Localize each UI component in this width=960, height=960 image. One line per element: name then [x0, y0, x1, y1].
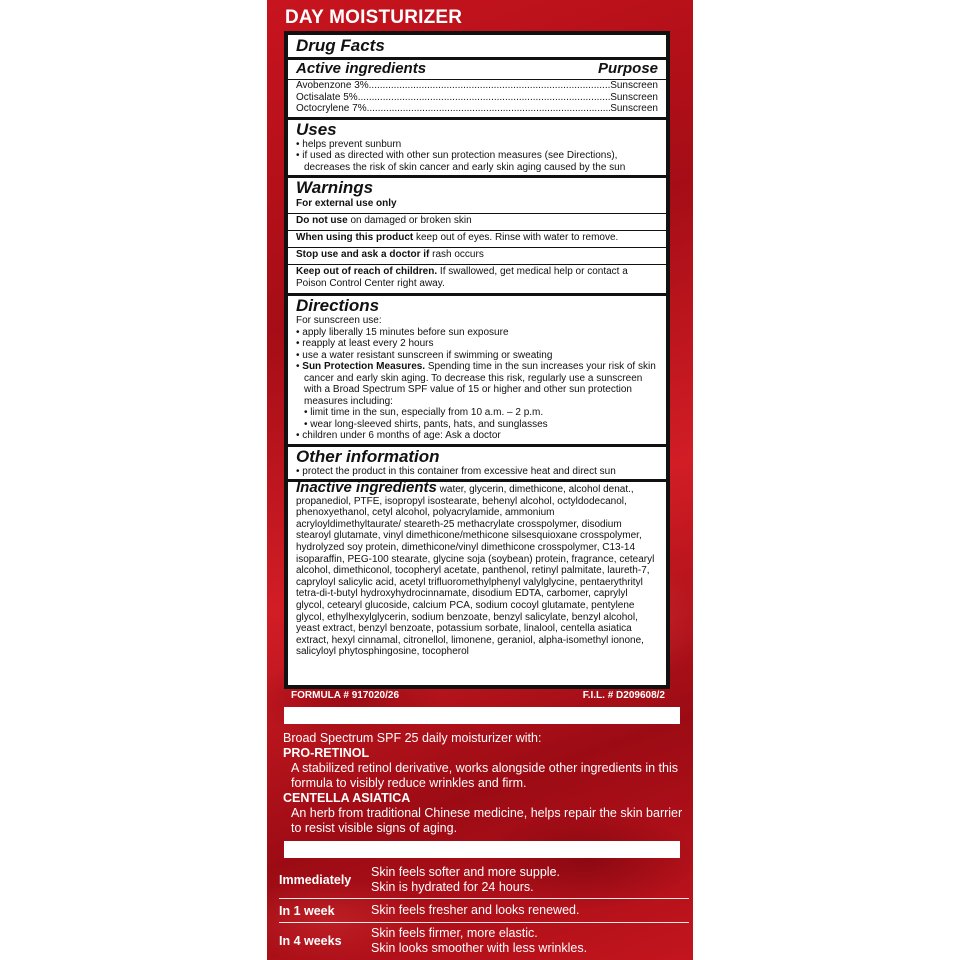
white-bar [284, 841, 680, 858]
directions-intro: For sunscreen use: [296, 315, 382, 326]
active-purpose: Sunscreen [610, 91, 658, 103]
ingredient-name: CENTELLA ASIATICA [283, 791, 411, 805]
ingredient-name: PRO-RETINOL [283, 746, 370, 760]
warning-external [296, 197, 658, 211]
active-ingredients-heading: Active ingredients [296, 60, 427, 77]
product-title: DAY MOISTURIZER [285, 7, 463, 28]
directions-item: • children under 6 months of age: Ask a doctor [296, 430, 501, 441]
white-bar [284, 707, 680, 724]
results-line: Skin feels fresher and looks renewed. [371, 903, 580, 917]
drug-facts-heading: Drug Facts [296, 36, 385, 55]
results-text [371, 903, 689, 918]
warning-stop-use [296, 248, 658, 262]
inactive-ingredients-heading: Inactive ingredients [296, 479, 437, 496]
product-panel [267, 0, 693, 960]
warning-bold: When using this product [296, 232, 414, 243]
results-row [279, 923, 689, 959]
spm-bold: Sun Protection Measures. [302, 361, 426, 372]
active-ingredient-row [296, 92, 658, 104]
other-information-heading: Other information [296, 446, 440, 466]
warning-bold: Stop use and ask a doctor if [296, 249, 430, 260]
formula-line [291, 690, 665, 701]
warning-when-using [296, 231, 658, 245]
results-label: In 1 week [279, 903, 335, 918]
results-line: Skin feels softer and more supple. [371, 865, 560, 879]
uses-item: • helps prevent sunburn [296, 138, 402, 150]
results-line: Skin feels firmer, more elastic. [371, 926, 538, 940]
warning-text: rash occurs [429, 249, 484, 260]
results-table [279, 862, 689, 959]
sun-protection-measures: • Sun Protection Measures. Spending time in the sun increases your risk of skin cancer and early skin aging. To decrease this risk, regularly use a sunscreen with a Broad Spectrum SPF value of 15 or higher and other sun protection measures including: [296, 361, 656, 407]
ingredient-text: An herb from traditional Chinese medicine, helps repair the skin barrier to resist visible signs of aging. [291, 806, 683, 835]
spm-text: Spending time in the sun increases your risk of skin cancer and early skin aging. To decrease this risk, regularly use a sunscreen with a Broad Spectrum SPF value of 15 or higher and other sun protection measures including: [304, 361, 656, 407]
active-name: Avobenzone 3% [296, 80, 369, 91]
active-ingredients-header [296, 60, 658, 77]
directions-item: • apply liberally 15 minutes before sun exposure [296, 326, 509, 338]
active-purpose: Sunscreen [610, 103, 658, 114]
results-label: Immediately [279, 873, 352, 887]
warning-do-not-use [296, 214, 658, 228]
warning-external-text: For external use only [296, 198, 397, 209]
results-line: Skin is hydrated for 24 hours. [371, 880, 534, 894]
directions-item: • reapply at least every 2 hours [296, 338, 434, 349]
inactive-ingredients-text: water, glycerin, dimethicone, alcohol denat., propanediol, PTFE, isopropyl isostearate, behenyl alcohol, octyldodecanol, phenoxyethanol, cetyl alcohol, polyacrylamide, ammonium acryloyldimethyltaurate/ steareth-25 methacrylate crosspolymer, disodium stearoyl glutamate, vinyl dimethicone/methicone silsesquioxane crosspolymer, hydrolyzed soy protein, dimethicone/vinyl dimethicone crosspolymer, C13-14 isoparaffin, PEG-100 stearate, glycine soja (soybean) protein, fragrance, cetearyl alcohol, dimethiconol, tocopheryl acetate, panthenol, retinyl palmitate, laureth-7, capryloyl salicylic acid, acetyl trifluoromethylphenyl valylglycine, pentaerythrityl tetra-di-t-butyl hydroxyhydrocinnamate, disodium EDTA, carbomer, caprylyl glycol, cetearyl glucoside, calcium PCA, sodium cocoyl glutamate, pentylene glycol, ethylhexylglycerin, sodium benzoate, benzyl salicylate, benzyl alcohol, yeast extract, benzyl benzoate, potassium sorbate, linalool, centella asiatica extract, hexyl cinnamal, citronellol, limonene, geraniol, alpha-isomethyl ionone, salicyloyl phytosphingosine, tocopherol [296, 484, 655, 658]
results-text [371, 865, 689, 895]
warning-text: If swallowed, get medical help or contact a Poison Control Center right away. [296, 266, 628, 289]
warnings-heading: Warnings [296, 178, 374, 197]
active-name: Octisalate 5% [296, 91, 358, 103]
ingredient-text: A stabilized retinol derivative, works alongside other ingredients in this formula to visibly reduce wrinkles and firm. [291, 761, 679, 790]
directions-subitem: • wear long-sleeved shirts, pants, hats, and sunglasses [304, 418, 548, 430]
active-name: Octocrylene 7% [296, 103, 367, 114]
warning-bold: Keep out of reach of children. [296, 266, 438, 277]
inactive-ingredients [296, 479, 658, 658]
active-purpose: Sunscreen [610, 80, 658, 91]
directions-subitem: • limit time in the sun, especially from 10 a.m. – 2 p.m. [304, 407, 544, 418]
drug-facts-box [284, 31, 670, 689]
active-ingredient-row [296, 103, 658, 115]
fil-number: F.I.L. # D209608/2 [582, 690, 665, 701]
leader-dots [369, 80, 611, 92]
results-label: In 4 weeks [279, 934, 342, 948]
results-row [279, 899, 689, 923]
product-description [283, 731, 683, 836]
directions-heading: Directions [296, 296, 380, 315]
directions-item: • use a water resistant sunscreen if swimming or sweating [296, 349, 553, 361]
formula-number: FORMULA # 917020/26 [291, 690, 400, 701]
active-ingredient-row [296, 80, 658, 92]
other-information-item: • protect the product in this container from excessive heat and direct sun [296, 465, 616, 477]
leader-dots [358, 92, 610, 104]
results-row [279, 862, 689, 899]
warning-text: keep out of eyes. Rinse with water to remove. [413, 232, 619, 243]
results-line: Skin looks smoother with less wrinkles. [371, 941, 588, 955]
warning-text: on damaged or broken skin [347, 215, 472, 226]
results-text [371, 926, 689, 956]
warning-bold: Do not use [296, 215, 348, 226]
purpose-heading: Purpose [597, 60, 658, 77]
uses-item: • if used as directed with other sun protection measures (see Directions), decreases the risk of skin cancer and early skin aging caused by the sun [296, 150, 626, 173]
description-intro: Broad Spectrum SPF 25 daily moisturizer with: [283, 731, 542, 745]
warning-keep-out [296, 265, 658, 291]
leader-dots [367, 103, 611, 115]
uses-heading: Uses [296, 119, 337, 139]
